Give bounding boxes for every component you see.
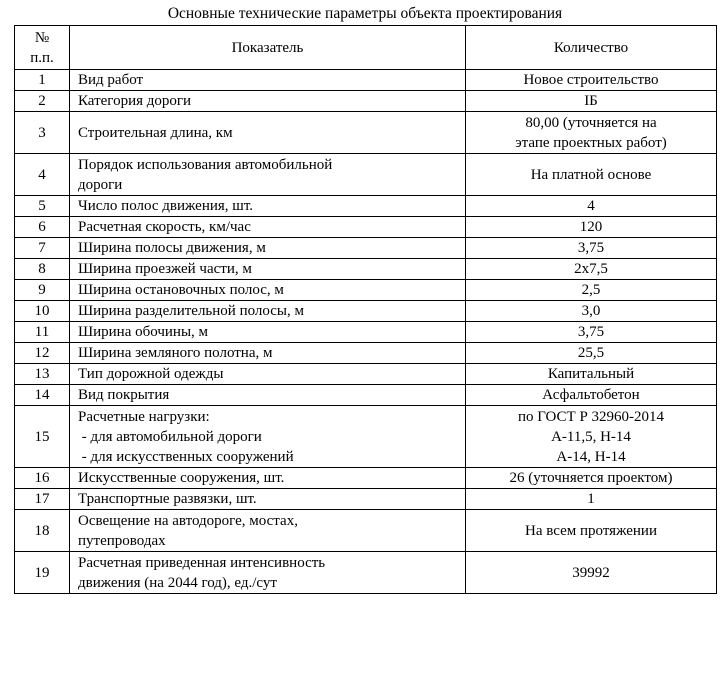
table-row [15, 489, 717, 510]
row-parameter [70, 322, 466, 343]
row-number: 9 [15, 280, 70, 301]
row-parameter [70, 238, 466, 259]
parameter-line: движения (на 2044 год), ед./сут [78, 574, 277, 591]
row-value [466, 91, 717, 112]
value-line: А-14, Н-14 [556, 448, 626, 465]
row-number: 7 [15, 238, 70, 259]
row-value [466, 552, 717, 594]
row-value [466, 70, 717, 91]
table-row [15, 154, 717, 196]
value-line: 2,5 [581, 282, 601, 298]
table-row [15, 406, 717, 468]
parameter-line: путепроводах [78, 532, 166, 549]
row-parameter [70, 301, 466, 322]
row-value [466, 154, 717, 196]
table-row [15, 552, 717, 594]
parameter-line: Вид работ [78, 72, 144, 88]
parameter-line: Ширина проезжей части, м [78, 261, 252, 277]
parameter-line: Освещение на автодороге, мостах, [78, 512, 298, 529]
row-number: 5 [15, 196, 70, 217]
row-number: 16 [15, 468, 70, 489]
table-row [15, 322, 717, 343]
row-parameter [70, 70, 466, 91]
row-number: 15 [15, 406, 70, 468]
value-line: 1 [587, 491, 595, 507]
value-line: Асфальтобетон [542, 387, 640, 403]
row-number: 3 [15, 112, 70, 154]
row-parameter [70, 510, 466, 552]
value-line: 120 [579, 219, 603, 235]
header-row [15, 26, 717, 70]
parameter-line: Число полос движения, шт. [78, 198, 254, 214]
row-parameter [70, 552, 466, 594]
table-row [15, 301, 717, 322]
parameter-line: Ширина земляного полотна, м [78, 345, 273, 361]
parameter-line: Транспортные развязки, шт. [78, 491, 257, 507]
header-number-abbr: п.п. [30, 49, 54, 66]
value-line: 4 [587, 198, 595, 214]
row-value [466, 112, 717, 154]
header-value: Количество [466, 26, 717, 70]
parameter-line: Строительная длина, км [78, 124, 233, 141]
row-parameter [70, 154, 466, 196]
value-line: 3,0 [581, 303, 601, 319]
row-value [466, 301, 717, 322]
parameter-line: Ширина обочины, м [78, 324, 209, 340]
value-line: 2х7,5 [574, 261, 608, 277]
value-line: IБ [584, 93, 598, 109]
row-value [466, 364, 717, 385]
value-line: 80,00 (уточняется на [525, 114, 657, 131]
header-parameter: Показатель [70, 26, 466, 70]
table-row [15, 259, 717, 280]
row-number: 17 [15, 489, 70, 510]
row-number: 1 [15, 70, 70, 91]
row-number: 13 [15, 364, 70, 385]
table-row [15, 510, 717, 552]
row-parameter [70, 259, 466, 280]
parameter-line: Ширина остановочных полос, м [78, 282, 284, 298]
row-number: 12 [15, 343, 70, 364]
table-row [15, 196, 717, 217]
table-row [15, 70, 717, 91]
row-parameter [70, 468, 466, 489]
row-parameter [70, 91, 466, 112]
row-number: 19 [15, 552, 70, 594]
value-line: 25,5 [577, 345, 605, 361]
row-value [466, 468, 717, 489]
value-line: 26 (уточняется проектом) [509, 470, 673, 486]
header-number-symbol: № [34, 29, 50, 46]
row-parameter [70, 385, 466, 406]
parameter-line: - для автомобильной дороги [78, 428, 262, 445]
parameter-line: Порядок использования автомобильной [78, 156, 333, 173]
row-value [466, 280, 717, 301]
table-row [15, 217, 717, 238]
row-number: 8 [15, 259, 70, 280]
row-number: 4 [15, 154, 70, 196]
value-line: 3,75 [577, 240, 605, 256]
row-value [466, 322, 717, 343]
row-number: 2 [15, 91, 70, 112]
value-line: Новое строительство [523, 72, 659, 88]
parameter-line: Расчетные нагрузки: [78, 408, 210, 425]
table-row [15, 468, 717, 489]
value-line: На платной основе [530, 166, 652, 183]
table-body [15, 70, 717, 594]
value-line: Капитальный [547, 366, 635, 382]
value-line: 3,75 [577, 324, 605, 340]
parameter-line: Искусственные сооружения, шт. [78, 470, 285, 486]
row-value [466, 238, 717, 259]
value-line: А-11,5, Н-14 [551, 428, 631, 445]
value-line: 39992 [572, 564, 610, 581]
row-parameter [70, 406, 466, 468]
table-row [15, 364, 717, 385]
parameter-line: - для искусственных сооружений [78, 448, 294, 465]
parameter-line: Ширина полосы движения, м [78, 240, 266, 256]
header-number [15, 26, 70, 70]
row-parameter [70, 112, 466, 154]
row-parameter [70, 217, 466, 238]
value-line: этапе проектных работ) [515, 134, 667, 151]
table-row [15, 91, 717, 112]
row-value [466, 196, 717, 217]
parameter-line: Ширина разделительной полосы, м [78, 303, 304, 319]
table-row [15, 385, 717, 406]
row-value [466, 510, 717, 552]
row-number: 11 [15, 322, 70, 343]
table-row [15, 238, 717, 259]
row-value [466, 217, 717, 238]
row-parameter [70, 280, 466, 301]
value-line: На всем протяжении [525, 522, 657, 539]
table-row [15, 280, 717, 301]
parameter-line: Расчетная скорость, км/час [78, 219, 251, 235]
table-row [15, 343, 717, 364]
row-value [466, 343, 717, 364]
row-number: 6 [15, 217, 70, 238]
row-number: 10 [15, 301, 70, 322]
parameter-line: Тип дорожной одежды [78, 366, 224, 382]
row-parameter [70, 364, 466, 385]
row-parameter [70, 343, 466, 364]
row-value [466, 489, 717, 510]
parameter-line: Расчетная приведенная интенсивность [78, 554, 326, 571]
parameters-table [14, 25, 717, 594]
table-caption: Основные технические параметры объекта проектирования [167, 5, 563, 22]
parameter-line: дороги [78, 176, 123, 193]
table-row [15, 112, 717, 154]
row-parameter [70, 489, 466, 510]
row-value [466, 259, 717, 280]
row-parameter [70, 196, 466, 217]
value-line: по ГОСТ Р 32960-2014 [517, 408, 665, 425]
parameter-line: Категория дороги [78, 93, 192, 109]
row-number: 14 [15, 385, 70, 406]
row-value [466, 406, 717, 468]
parameter-line: Вид покрытия [78, 387, 170, 403]
row-value [466, 385, 717, 406]
row-number: 18 [15, 510, 70, 552]
